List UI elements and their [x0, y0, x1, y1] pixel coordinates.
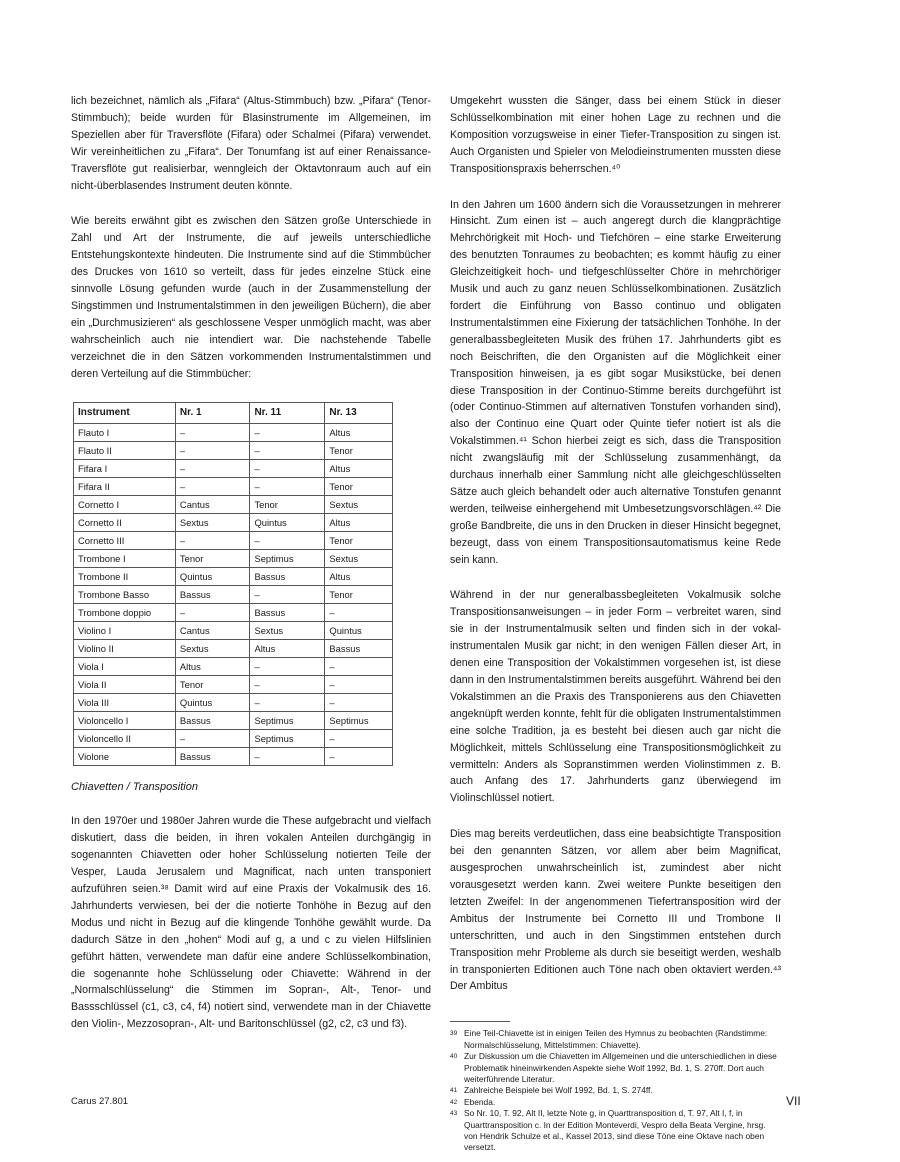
table-cell: – [175, 531, 250, 549]
table-row [74, 441, 393, 459]
table-cell: Violoncello I [74, 711, 176, 729]
table-cell: – [325, 603, 393, 621]
section-heading: Chiavetten / Transposition [71, 780, 198, 793]
table-cell: Fifara II [74, 477, 176, 495]
footnote [450, 1051, 781, 1085]
table-cell: Bassus [250, 567, 325, 585]
table-cell: Tenor [325, 531, 393, 549]
table-cell: – [175, 441, 250, 459]
table-cell: Cornetto III [74, 531, 176, 549]
table-cell: Bassus [250, 603, 325, 621]
page-number: VII [786, 1094, 801, 1108]
table-cell: Tenor [325, 477, 393, 495]
table-cell: Sextus [175, 639, 250, 657]
left-column [71, 93, 431, 1052]
table-cell: Cornetto II [74, 513, 176, 531]
footnote-text: So Nr. 10, T. 92, Alt II, letzte Note g, in Quarttransposition d, T. 97, Alt I, f, in Quarttransposition c. In der Edition Monteverdi, Vespro della Beata Vergine, hrsg. von Hendrik Schulze et al., Kassel 2013, sind diese Töne eine Oktave nach oben versetzt. [464, 1108, 766, 1153]
paragraph: In den Jahren um 1600 ändern sich die Voraussetzungen in mehrerer Hinsicht. Zum einen ist – auch angeregt durch die klangprächtige Mehrchörigkeit mit Hoch- und Tiefchören – eine starke Erweiterung des benutzten Tonraumes zu beobachten; es kommt häufig zu einer Gleichzeitigkeit hoch- und tiefgeschlüsselter Chöre in mehrchöriger Musik und auch zu ganz neuen Schlüsselkombinationen. Zusätzlich fordert die Einführung von Basso continuo und obligaten Instrumentalstimmen eine Fixierung der tatsächlichen Tonhöhe. In der generalbassbegleiteten Musik des frühen 17. Jahrhunderts gibt es noch Beischriften, die den Organisten auf die Möglichkeit einer Transposition hinweisen, ja es gibt sogar Musikstücke, bei denen diese Transposition in der Continuo-Stimme bereits durchgeführt ist (oder Continuo-Stimmen auf alternativen Tonstufen vorhanden sind), also der Continuo eine Quart oder Quinte tiefer notiert ist als die Vokalstimmen.⁴¹ Schon hierbei zeigt es sich, dass die Transposition nicht zwangsläufig mit der Schlüsselung zusammenhängt, da durchaus innerhalb einer Sammlung nicht alle gleichgeschlüsselten Sätze auch gleich behandelt oder auch alternative Tonstufen genannt werden, teilweise einhergehend mit Umbesetzungsvorschlägen.⁴² Die große Bandbreite, die uns in den Drucken in dieser Hinsicht begegnet, bezeugt, dass von einem Transpositionsautomatismus keine Rede sein kann. [450, 198, 781, 566]
table-cell: Septimus [250, 711, 325, 729]
table-cell: – [250, 531, 325, 549]
table-header-cell: Nr. 1 [175, 402, 250, 423]
table-row [74, 711, 393, 729]
footnote-text: Ebenda. [464, 1096, 496, 1107]
table-row [74, 459, 393, 477]
table-cell: Bassus [175, 711, 250, 729]
instrument-table [73, 402, 393, 766]
table-cell: – [175, 459, 250, 477]
table-cell: – [175, 729, 250, 747]
table-cell: – [250, 585, 325, 603]
table-cell: Tenor [175, 675, 250, 693]
table-row [74, 495, 393, 513]
table-cell: Fifara I [74, 459, 176, 477]
table-cell: Flauto I [74, 423, 176, 441]
table-cell: Bassus [325, 639, 393, 657]
paragraph: Wie bereits erwähnt gibt es zwischen den Sätzen große Unterschiede in Zahl und Art der Instrumente, die auf jeweils unterschiedliche Entstehungskontexte hindeuten. Die Instrumente sind auf die Stimmbücher des Druckes von 1610 so verteilt, dass für jedes einzelne Stück eine sinnvolle Lösung gefunden wurde (auch in der Zusammenstellung der Singstimmen und Instrumentalstimmen in den jeweiligen Büchern), die aber ein „Durchmusizieren“ als geschlossene Vesper unmöglich macht, was aber wahrscheinlich auch nie intendiert war. Die nachstehende Tabelle verzeichnet die in den Sätzen vorkommenden Instrumentalstimmen und deren Verteilung auf die Stimmbücher: [71, 215, 431, 380]
table-row [74, 423, 393, 441]
table-cell: – [250, 693, 325, 711]
footnote-text: Zahlreiche Beispiele bei Wolf 1992, Bd. 1, S. 274ff. [464, 1085, 653, 1096]
table-cell: Trombone II [74, 567, 176, 585]
table-row [74, 477, 393, 495]
table-cell: Tenor [325, 441, 393, 459]
table-cell: Bassus [175, 585, 250, 603]
table-row [74, 531, 393, 549]
table-cell: Violoncello II [74, 729, 176, 747]
table-cell: Altus [325, 459, 393, 477]
footnote-text: Eine Teil-Chiavette ist in einigen Teilen des Hymnus zu beobachten (Randstimme: Normalschlüsselung, Mittelstimmen: Chiavette). [464, 1028, 768, 1050]
footnote [450, 1085, 781, 1096]
table-header-cell: Nr. 13 [325, 402, 393, 423]
table-cell: Quintus [325, 621, 393, 639]
table-cell: – [250, 675, 325, 693]
table-row [74, 549, 393, 567]
table-cell: – [250, 747, 325, 765]
table-header-cell: Nr. 11 [250, 402, 325, 423]
paragraph: Umgekehrt wussten die Sänger, dass bei einem Stück in dieser Schlüsselkombination mit einer hohen Lage zu rechnen und die Komposition vorzugsweise in einer Tiefer-Transposition zu singen ist. Auch Organisten und Spieler von Melodieinstrumenten mussten diese Transpositionspraxis beherrschen.⁴⁰ [450, 95, 781, 175]
footnote-number: 40 [450, 1053, 458, 1061]
table-cell: Quintus [175, 567, 250, 585]
table-cell: Tenor [250, 495, 325, 513]
table-cell: Altus [325, 513, 393, 531]
footnote-text: Zur Diskussion um die Chiavetten im Allgemeinen und die unterschiedlichen in diese Problematik hineinwirkenden Aspekte siehe Wolf 1992, Bd. 1, S. 270ff. Dort auch weiterführende Literatur. [464, 1051, 777, 1084]
table-cell: Tenor [325, 585, 393, 603]
table-cell: Altus [325, 423, 393, 441]
table-cell: Septimus [325, 711, 393, 729]
table-row [74, 639, 393, 657]
table-cell: Viola II [74, 675, 176, 693]
table-cell: Sextus [325, 549, 393, 567]
table-row [74, 747, 393, 765]
table-cell: – [250, 459, 325, 477]
table-cell: – [250, 441, 325, 459]
paragraph: In den 1970er und 1980er Jahren wurde die These aufgebracht und vielfach diskutiert, dass die beiden, in ihren vokalen Anteilen durchgängig in sogenannten Chiavetten oder hoher Schlüsselung notierten Teile der Vesper, Lauda Jerusalem und Magnificat, nach unten transponiert aufzuführen seien.³⁸ Damit wird auf eine Praxis der Vokalmusik des 16. Jahrhunderts verwiesen, bei der die notierte Tonhöhe in Bezug auf den Modus und nicht in Bezug auf die klingende Tonhöhe gewählt wurde. Da dadurch Sätze in den „hohen“ Modi auf g, a und c zu vielen Hilfslinien geführt hätten, verwendete man dafür eine andere Schlüsselkombination, die sogenannte hohe Schlüsselung oder Chiavette: Während in der „Normalschlüsselung“ die Stimmen im Sopran-, Alt-, Tenor- und Bassschlüssel (c1, c3, c4, f4) notiert sind, verwendete man in der Chiavette den Violin-, Mezzosopran-, Alt- und Baritonschlüssel (g2, c2, c3 und f3). [71, 815, 431, 1031]
table-cell: Violino II [74, 639, 176, 657]
table-cell: Quintus [250, 513, 325, 531]
table-cell: Altus [250, 639, 325, 657]
table-cell: Septimus [250, 549, 325, 567]
table-cell: – [250, 423, 325, 441]
paragraph: lich bezeichnet, nämlich als „Fifara“ (Altus-Stimmbuch) bzw. „Pifara“ (Tenor-Stimmbuch); beide wurden für Blasinstrumente im Allgemeinen, im Speziellen aber für Traversflöte (Fifara) oder Schalmei (Pifara) verwendet. Wir vereinheitlichen zu „Fifara“. Der Tonumfang ist auf einer Renaissance-Traversflöte gut realisierbar, wenngleich der Oktavtonraum auch auf ein nicht-überblasendes Instrument deuten könnte. [71, 95, 431, 192]
right-column [450, 93, 781, 1154]
table-cell: Sextus [250, 621, 325, 639]
table-cell: – [325, 657, 393, 675]
table-header-row [74, 402, 393, 423]
table-cell: Septimus [250, 729, 325, 747]
table-cell: – [325, 675, 393, 693]
table-cell: Quintus [175, 693, 250, 711]
footnote-rule [450, 1021, 510, 1022]
table-cell: – [175, 603, 250, 621]
table-body [74, 423, 393, 765]
paragraph: Während in der nur generalbassbegleiteten Vokalmusik solche Transpositionsanweisungen – in jeder Form – verbreitet waren, sind sie in der Instrumentalmusik selten und finden sich in der vokal-instrumentalen Musik gar nicht; in den wenigen Fällen dieser Art, in denen eine Transposition der Vokalstimmen vorgesehen ist, ist diese dann in den Instrumentalstimmen bereits ausgeführt. Während bei den Vokalstimmen an die Praxis des Transponierens aus den Chiavetten angeknüpft werden konnte, fehlt für die obligaten Instrumentalstimmen eine solche Tradition, ja es besteht bei diesen auch gar nicht die Möglichkeit, mittels Schlüsselung eine Transpositionsmöglichkeit zu vermitteln: Anders als Sopranstimmen werden Violinstimmen z. B. auch Anfang des 17. Jahrhunderts ganz überwiegend im Violinschlüssel notiert. [450, 589, 781, 805]
table-cell: Altus [325, 567, 393, 585]
table-row [74, 675, 393, 693]
table-cell: – [250, 477, 325, 495]
table-cell: Trombone doppio [74, 603, 176, 621]
table-cell: Violino I [74, 621, 176, 639]
footnote-number: 43 [450, 1110, 458, 1118]
table-cell: Cantus [175, 621, 250, 639]
table-cell: Cornetto I [74, 495, 176, 513]
table-cell: Sextus [175, 513, 250, 531]
footnotes [450, 1028, 781, 1153]
paragraph: Dies mag bereits verdeutlichen, dass eine beabsichtigte Transposition bei den genannten Sätzen, vor allem aber beim Magnificat, ausgesprochen unwahrscheinlich ist, zumindest aber nicht vorausgesetzt werden kann. Zwei weitere Punkte beseitigen den letzten Zweifel: In der angenommenen Tiefertransposition wird der Ambitus der Instrumente bei Cornetto III und Trombone II unterschritten, und auch in den Singstimmen entstehen durch Transposition mehr Probleme als durch sie beseitigt werden, weshalb in transponierten Editionen auch Töne nach oben oktaviert werden.⁴³ Der Ambitus [450, 828, 781, 993]
table-cell: Cantus [175, 495, 250, 513]
table-row [74, 657, 393, 675]
table-cell: Viola I [74, 657, 176, 675]
table-cell: – [325, 729, 393, 747]
footnote [450, 1097, 781, 1108]
table-cell: Tenor [175, 549, 250, 567]
table-row [74, 621, 393, 639]
footnote-number: 39 [450, 1030, 458, 1038]
table-cell: – [325, 747, 393, 765]
footnote-number: 42 [450, 1098, 458, 1106]
table-row [74, 513, 393, 531]
publisher-catalog-number: Carus 27.801 [71, 1096, 129, 1107]
table-cell: Altus [175, 657, 250, 675]
table-row [74, 603, 393, 621]
table-row [74, 585, 393, 603]
table-cell: – [325, 693, 393, 711]
table-cell: Flauto II [74, 441, 176, 459]
table-cell: Bassus [175, 747, 250, 765]
table-row [74, 567, 393, 585]
table-row [74, 729, 393, 747]
table-cell: – [175, 423, 250, 441]
footnote [450, 1028, 781, 1051]
table-cell: – [175, 477, 250, 495]
table-cell: – [250, 657, 325, 675]
table-cell: Violone [74, 747, 176, 765]
table-header-cell: Instrument [74, 402, 176, 423]
footnote [450, 1108, 781, 1154]
table-cell: Viola III [74, 693, 176, 711]
table-row [74, 693, 393, 711]
table-cell: Trombone Basso [74, 585, 176, 603]
table-cell: Trombone I [74, 549, 176, 567]
footnote-number: 41 [450, 1087, 458, 1095]
table-cell: Sextus [325, 495, 393, 513]
